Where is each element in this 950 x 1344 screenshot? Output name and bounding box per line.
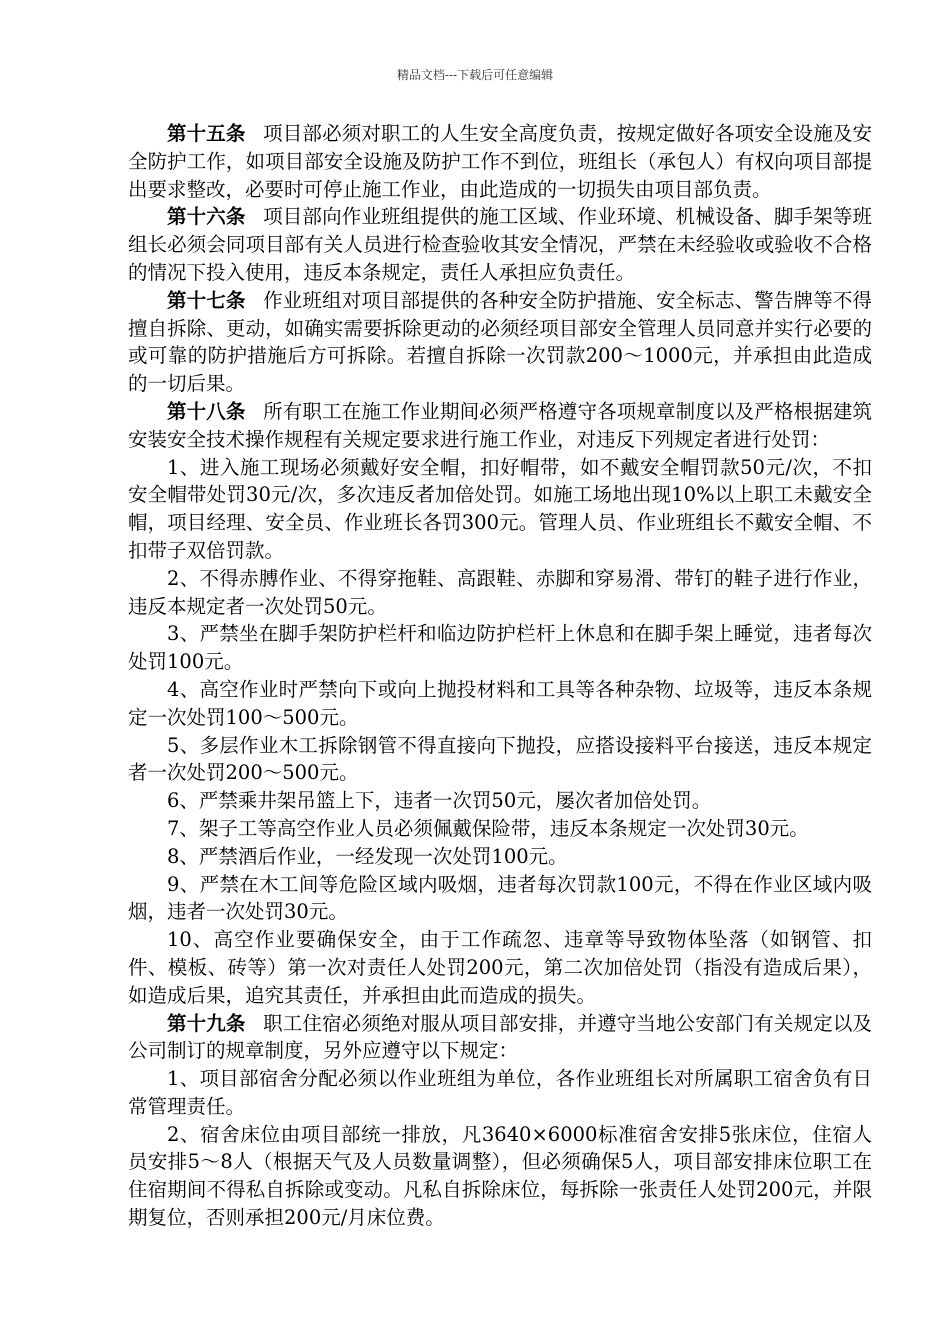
paragraph-text: 3、严禁坐在脚手架防护栏杆和临边防护栏杆上休息和在脚手架上睡觉，违者每次处罚100元。 — [128, 622, 872, 674]
article-number: 第十七条 — [167, 288, 246, 312]
paragraph — [128, 287, 872, 398]
paragraph-text: 7、架子工等高空作业人员必须佩戴保险带，违反本条规定一次处罚30元。 — [167, 816, 809, 840]
paragraph-text: 1、项目部宿舍分配必须以作业班组为单位，各作业班组长对所属职工宿舍负有日常管理责任。 — [128, 1067, 872, 1118]
article-number: 第十九条 — [167, 1011, 246, 1035]
article-number: 第十八条 — [167, 399, 246, 423]
paragraph-text: 项目部向作业班组提供的施工区域、作业环境、机械设备、脚手架等班组长必须会同项目部有关人员进行检查验收其安全情况，严禁在未经验收或验收不合格的情况下投入使用，违反本条规定，责任人承担应负责任。 — [128, 205, 872, 284]
paragraph — [128, 203, 872, 286]
paragraph — [128, 1010, 872, 1066]
paragraph-text: 2、不得赤膊作业、不得穿拖鞋、高跟鞋、赤脚和穿易滑、带钉的鞋子进行作业，违反本规定者一次处罚50元。 — [128, 566, 872, 618]
paragraph-text: 6、严禁乘井架吊篮上下，违者一次罚50元，屡次者加倍处罚。 — [167, 789, 712, 813]
list-item — [128, 787, 872, 815]
document-body — [128, 120, 872, 1232]
paragraph — [128, 398, 872, 454]
list-item — [128, 843, 872, 871]
article-number: 第十五条 — [167, 122, 246, 145]
article-number: 第十六条 — [167, 205, 246, 229]
paragraph-text: 9、严禁在木工间等危险区域内吸烟，违者每次罚款100元，不得在作业区域内吸烟，违者一次处罚30元。 — [128, 872, 872, 924]
list-item — [128, 926, 872, 1009]
paragraph-text: 作业班组对项目部提供的各种安全防护措施、安全标志、警告牌等不得擅自拆除、更动，如确实需要拆除更动的必须经项目部安全管理人员同意并实行必要的或可靠的防护措施后方可拆除。若擅自拆除一次罚款200～1000元，并承担由此造成的一切后果。 — [128, 288, 872, 396]
list-item — [128, 620, 872, 676]
paragraph — [128, 120, 872, 203]
list-item — [128, 676, 872, 732]
paragraph-text: 1、进入施工现场必须戴好安全帽，扣好帽带，如不戴安全帽罚款50元/次，不扣安全帽带处罚30元/次，多次违反者加倍处罚。如施工场地出现10%以上职工未戴安全帽，项目经理、安全员、作业班长各罚300元。管理人员、作业班组长不戴安全帽、不扣带子双倍罚款。 — [128, 455, 872, 562]
paragraph-text: 10、高空作业要确保安全，由于工作疏忽、违章等导致物体坠落（如钢管、扣件、模板、砖等）第一次对责任人处罚200元，第二次加倍处罚（指没有造成后果），如造成后果，追究其责任，并承担由此而造成的损失。 — [128, 928, 872, 1007]
paragraph-text: 2、宿舍床位由项目部统一排放，凡3640×6000标准宿舍安排5张床位，住宿人员安排5～8人（根据天气及人员数量调整），但必须确保5人，项目部安排床位职工在住宿期间不得私自拆除或变动。凡私自拆除床位，每拆除一张责任人处罚200元，并限期复位，否则承担200元/月床位费。 — [128, 1122, 872, 1230]
list-item — [128, 815, 872, 843]
list-item — [128, 565, 872, 621]
list-item — [128, 1065, 872, 1121]
list-item — [128, 732, 872, 788]
list-item — [128, 871, 872, 927]
paragraph-text: 5、多层作业木工拆除钢管不得直接向下抛投，应搭设接料平台接送，违反本规定者一次处罚200～500元。 — [128, 733, 872, 785]
list-item — [128, 1121, 872, 1232]
paragraph-text: 4、高空作业时严禁向下或向上抛投材料和工具等各种杂物、垃圾等，违反本条规定一次处罚100～500元。 — [128, 677, 872, 729]
paragraph-text: 所有职工在施工作业期间必须严格遵守各项规章制度以及严格根据建筑安装安全技术操作规程有关规定要求进行施工作业，对违反下列规定者进行处罚： — [128, 399, 872, 451]
paragraph-text: 项目部必须对职工的人生安全高度负责，按规定做好各项安全设施及安全防护工作，如项目部安全设施及防护工作不到位，班组长（承包人）有权向项目部提出要求整改，必要时可停止施工作业，由此造成的一切损失由项目部负责。 — [128, 122, 872, 201]
list-item — [128, 454, 872, 565]
paragraph-text: 8、严禁酒后作业，一经发现一次处罚100元。 — [167, 844, 568, 868]
paragraph-text: 职工住宿必须绝对服从项目部安排，并遵守当地公安部门有关规定以及公司制订的规章制度，另外应遵守以下规定： — [128, 1011, 872, 1063]
page-header: 精品文档---下载后可任意编辑 — [396, 68, 554, 82]
